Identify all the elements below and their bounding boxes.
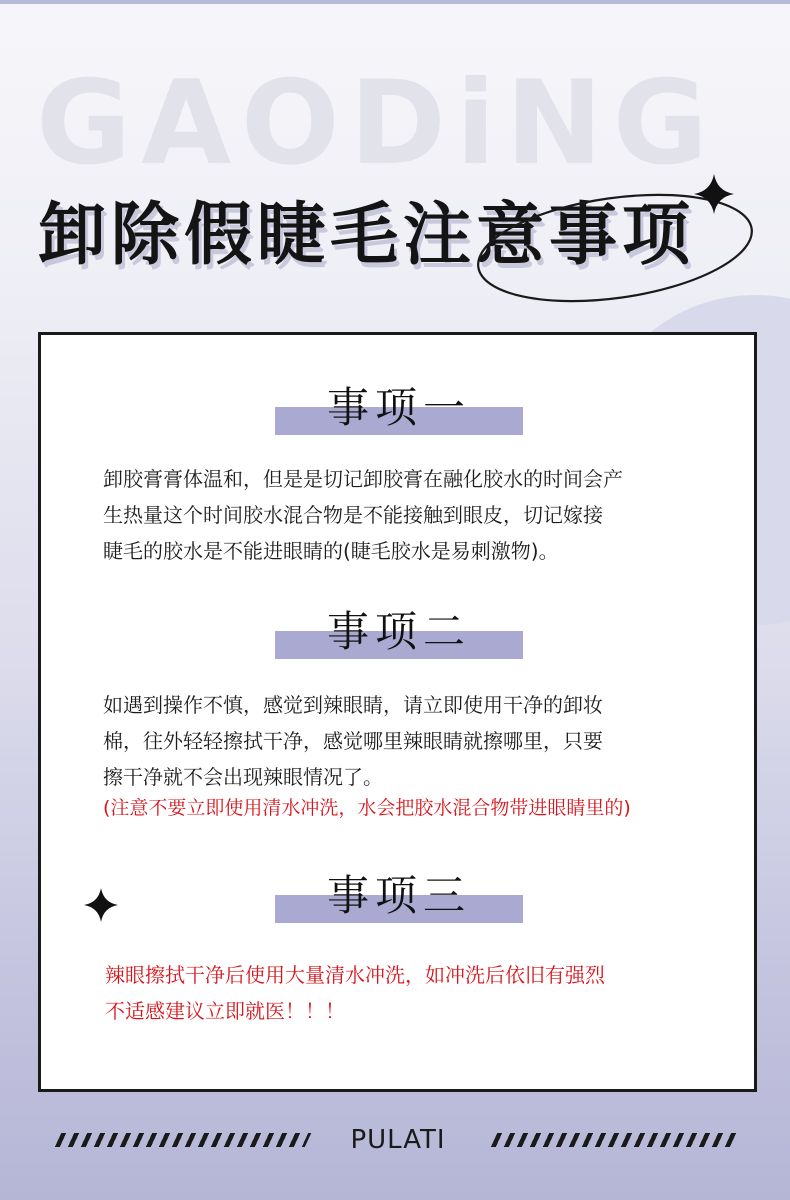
body-line: 棉，往外轻轻擦拭干净，感觉哪里辣眼睛就擦哪里，只要 [103,729,603,753]
top-border-line [0,0,790,4]
body-line: 如遇到操作不慎，感觉到辣眼睛，请立即使用干净的卸妆 [103,693,603,717]
section-title-text: 事项二 [326,607,471,656]
brand-name: PULATI [350,1125,446,1155]
section-3-body [105,957,725,1029]
section-1-body [103,461,723,569]
section-title-1 [275,381,523,435]
sparkle-icon [84,888,118,922]
section-2-body [103,687,723,795]
body-line: 不适感建议立即就医！！！ [105,999,345,1023]
section-2-warning-note: (注意不要立即使用清水冲洗，水会把胶水混合物带进眼睛里的) [103,797,631,819]
watermark-text: GAODiNG [36,56,718,191]
body-line: 生热量这个时间胶水混合物是不能接触到眼皮，切记嫁接 [103,503,603,527]
body-line: 辣眼擦拭干净后使用大量清水冲洗，如冲洗后依旧有强烈 [105,963,605,987]
footer [52,1120,742,1160]
sparkle-icon [694,174,734,214]
body-line: 睫毛的胶水是不能进眼睛的(睫毛胶水是易刺激物)。 [103,539,559,563]
stripe-decoration-right [491,1133,742,1147]
section-title-text: 事项一 [326,383,471,432]
page-title: 卸除假睫毛注意事项 [38,196,696,275]
section-title-2 [275,605,523,659]
body-line: 卸胶膏膏体温和，但是是切记卸胶膏在融化胶水的时间会产 [103,467,623,491]
content-card [38,332,757,1092]
section-title-text: 事项三 [326,871,471,920]
section-title-3 [275,869,523,923]
body-line: 擦干净就不会出现辣眼情况了。 [103,765,383,789]
stripe-decoration-left [55,1133,312,1147]
